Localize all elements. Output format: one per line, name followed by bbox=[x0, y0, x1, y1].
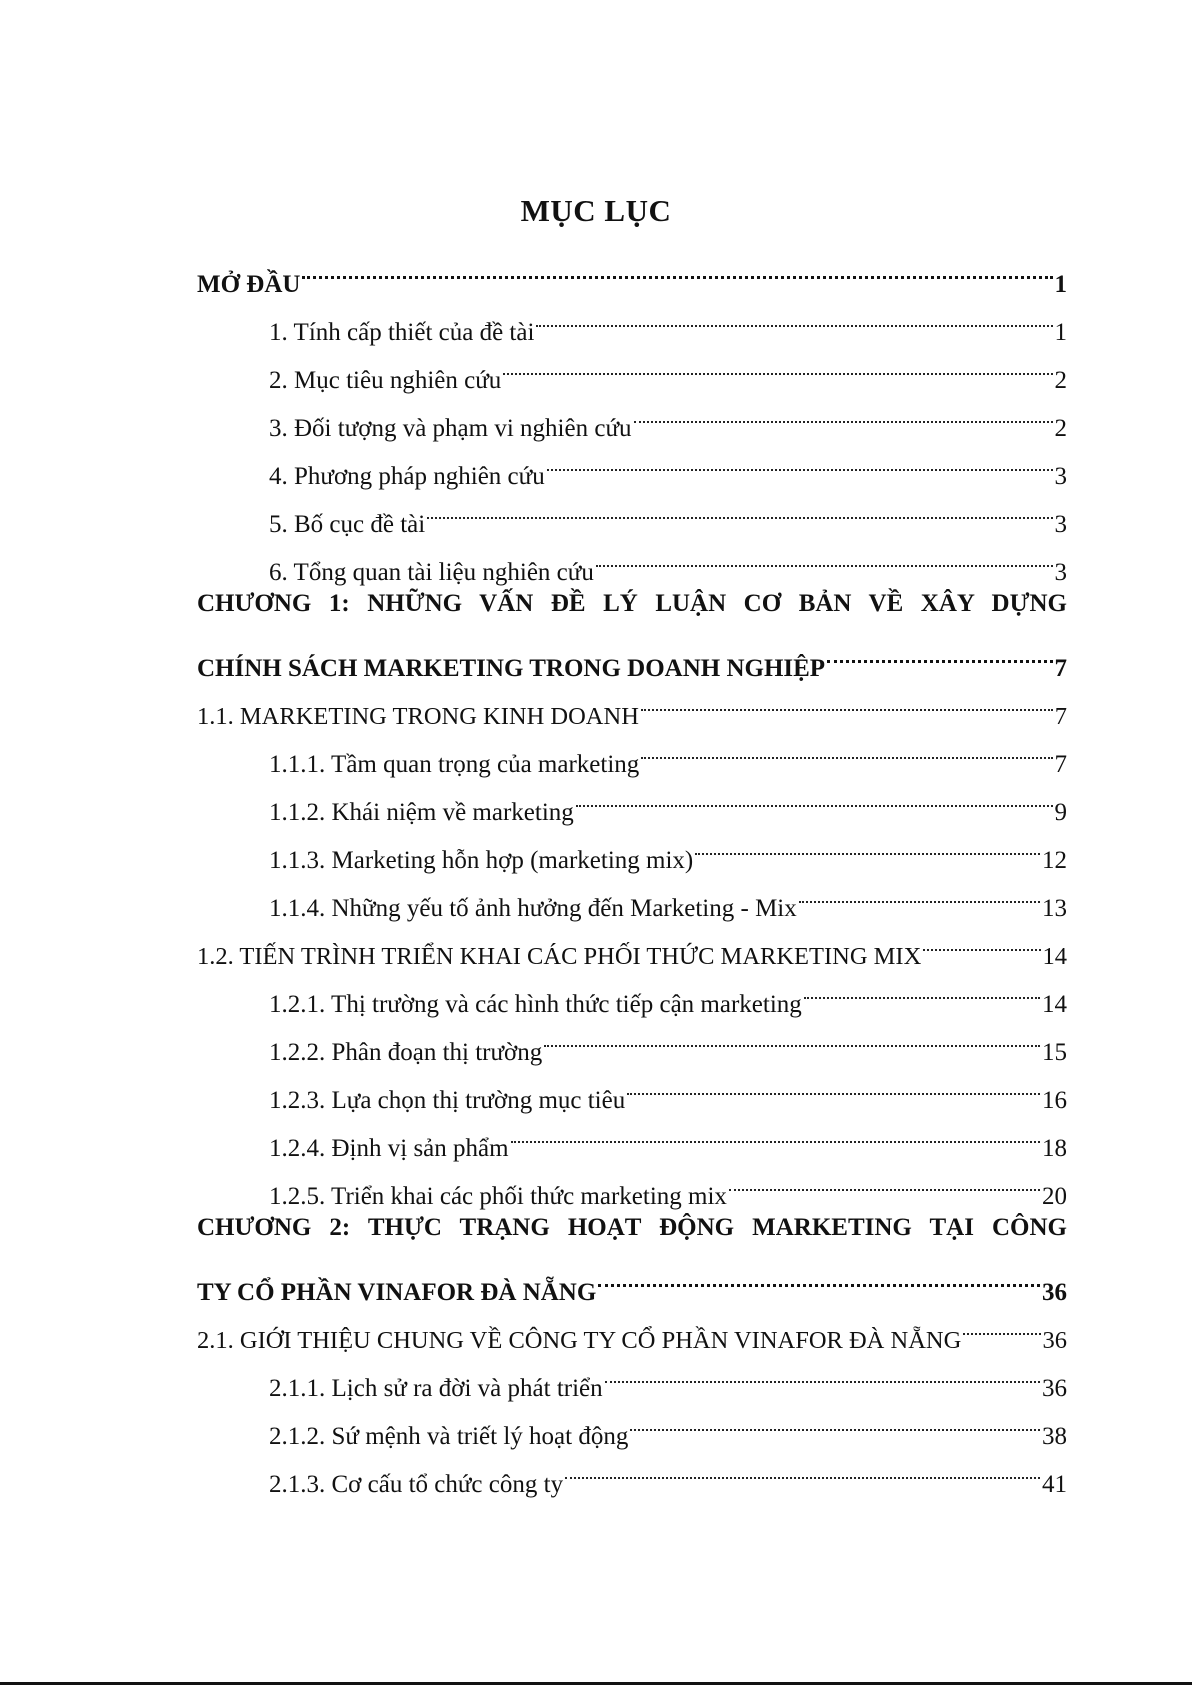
toc-entry-page-number: 1 bbox=[1054, 319, 1067, 346]
toc-dot-leader bbox=[695, 820, 1040, 868]
toc-entry-page-number: 20 bbox=[1042, 1183, 1067, 1210]
toc-entry-page-number: 1 bbox=[1054, 271, 1067, 298]
table-of-contents bbox=[197, 244, 1067, 1498]
toc-dot-leader bbox=[511, 1108, 1040, 1156]
toc-dot-leader bbox=[596, 532, 1053, 580]
toc-entry-page-number: 36 bbox=[1042, 1279, 1067, 1306]
toc-entry-page-number: 14 bbox=[1042, 991, 1067, 1018]
toc-entry-page-number: 36 bbox=[1042, 1327, 1067, 1354]
toc-dot-leader bbox=[804, 964, 1040, 1012]
toc-entry bbox=[197, 292, 1067, 346]
toc-entry-label: 1.1.2. Khái niệm về marketing bbox=[269, 799, 574, 826]
toc-entry-label: 6. Tổng quan tài liệu nghiên cứu bbox=[269, 559, 594, 586]
toc-entry-label: 1.2.5. Triển khai các phối thức marketing mix bbox=[269, 1183, 727, 1210]
toc-entry-label: MỞ ĐẦU bbox=[197, 271, 301, 298]
toc-entry-page-number: 7 bbox=[1054, 703, 1067, 730]
toc-entry-page-number: 3 bbox=[1054, 463, 1067, 490]
toc-entry bbox=[197, 1204, 1067, 1252]
toc-dot-leader bbox=[729, 1156, 1040, 1204]
toc-entry-label: TY CỔ PHẦN VINAFOR ĐÀ NẴNG bbox=[197, 1279, 597, 1306]
toc-entry-page-number: 3 bbox=[1054, 559, 1067, 586]
toc-dot-leader bbox=[576, 772, 1053, 820]
toc-dot-leader bbox=[544, 1012, 1040, 1060]
toc-entry-label: 1.1.1. Tầm quan trọng của marketing bbox=[269, 751, 640, 778]
toc-entry-label: 1.1.4. Những yếu tố ảnh hưởng đến Marketing - Mix bbox=[269, 895, 797, 922]
toc-dot-leader bbox=[634, 388, 1053, 436]
toc-entry-page-number: 3 bbox=[1054, 511, 1067, 538]
toc-entry-label: CHÍNH SÁCH MARKETING TRONG DOANH NGHIỆP bbox=[197, 655, 826, 682]
toc-dot-leader bbox=[302, 244, 1052, 292]
toc-entry-label: 1.1.3. Marketing hỗn hợp (marketing mix) bbox=[269, 847, 694, 874]
toc-entry-label: 2.1.2. Sứ mệnh và triết lý hoạt động bbox=[269, 1423, 629, 1450]
toc-dot-leader bbox=[963, 1300, 1040, 1348]
toc-dot-leader bbox=[598, 1252, 1040, 1300]
toc-dot-leader bbox=[827, 628, 1052, 676]
toc-dot-leader bbox=[536, 292, 1052, 340]
toc-entry-label: 1.2.2. Phân đoạn thị trường bbox=[269, 1039, 543, 1066]
toc-dot-leader bbox=[799, 868, 1040, 916]
toc-dot-leader bbox=[627, 1060, 1040, 1108]
toc-entry bbox=[197, 628, 1067, 682]
toc-entry-page-number: 16 bbox=[1042, 1087, 1067, 1114]
toc-entry-label: 1.2.3. Lựa chọn thị trường mục tiêu bbox=[269, 1087, 626, 1114]
toc-entry-label: 2. Mục tiêu nghiên cứu bbox=[269, 367, 502, 394]
toc-entry-page-number: 18 bbox=[1042, 1135, 1067, 1162]
toc-entry-label: 1. Tính cấp thiết của đề tài bbox=[269, 319, 535, 346]
toc-entry bbox=[197, 1252, 1067, 1306]
toc-dot-leader bbox=[427, 484, 1052, 532]
toc-dot-leader bbox=[923, 916, 1040, 964]
toc-entry bbox=[197, 244, 1067, 298]
toc-entry-page-number: 13 bbox=[1042, 895, 1067, 922]
toc-entry-label: 4. Phương pháp nghiên cứu bbox=[269, 463, 545, 490]
toc-entry-label: 2.1.3. Cơ cấu tổ chức công ty bbox=[269, 1471, 564, 1498]
toc-entry-page-number: 7 bbox=[1054, 655, 1067, 682]
toc-entry-page-number: 41 bbox=[1042, 1471, 1067, 1498]
toc-dot-leader bbox=[503, 340, 1052, 388]
toc-dot-leader bbox=[565, 1444, 1040, 1492]
toc-entry-page-number: 14 bbox=[1042, 943, 1067, 970]
toc-dot-leader bbox=[630, 1396, 1040, 1444]
toc-entry-label: 1.2.4. Định vị sản phẩm bbox=[269, 1135, 509, 1162]
toc-entry-label: 5. Bố cục đề tài bbox=[269, 511, 426, 538]
toc-entry-label: 2.1. GIỚI THIỆU CHUNG VỀ CÔNG TY CỔ PHẦN VINAFOR ĐÀ NẴNG bbox=[197, 1327, 962, 1354]
toc-entry-page-number: 38 bbox=[1042, 1423, 1067, 1450]
toc-dot-leader bbox=[641, 724, 1052, 772]
toc-entry-page-number: 36 bbox=[1042, 1375, 1067, 1402]
toc-entry-page-number: 15 bbox=[1042, 1039, 1067, 1066]
toc-title: MỤC LỤC bbox=[520, 193, 672, 228]
toc-dot-leader bbox=[547, 436, 1053, 484]
toc-entry-page-number: 2 bbox=[1054, 415, 1067, 442]
toc-entry-label: 1.2. TIẾN TRÌNH TRIỂN KHAI CÁC PHỐI THỨC MARKETING MIX bbox=[197, 943, 922, 970]
toc-entry-page-number: 9 bbox=[1054, 799, 1067, 826]
toc-entry-label: 1.2.1. Thị trường và các hình thức tiếp cận marketing bbox=[269, 991, 802, 1018]
toc-entry-page-number: 2 bbox=[1054, 367, 1067, 394]
toc-entry bbox=[197, 580, 1067, 628]
toc-entry-page-number: 12 bbox=[1042, 847, 1067, 874]
toc-entry-label: CHƯƠNG 1: NHỮNG VẤN ĐỀ LÝ LUẬN CƠ BẢN VỀ XÂY DỰNG bbox=[197, 590, 1067, 617]
toc-entry-label: 3. Đối tượng và phạm vi nghiên cứu bbox=[269, 415, 632, 442]
toc-entry-label: 2.1.1. Lịch sử ra đời và phát triển bbox=[269, 1375, 603, 1402]
toc-dot-leader bbox=[641, 676, 1053, 724]
toc-entry-label: 1.1. MARKETING TRONG KINH DOANH bbox=[197, 703, 639, 730]
toc-entry-page-number: 7 bbox=[1054, 751, 1067, 778]
toc-dot-leader bbox=[605, 1348, 1040, 1396]
toc-entry-label: CHƯƠNG 2: THỰC TRẠNG HOẠT ĐỘNG MARKETING TẠI CÔNG bbox=[197, 1214, 1067, 1241]
